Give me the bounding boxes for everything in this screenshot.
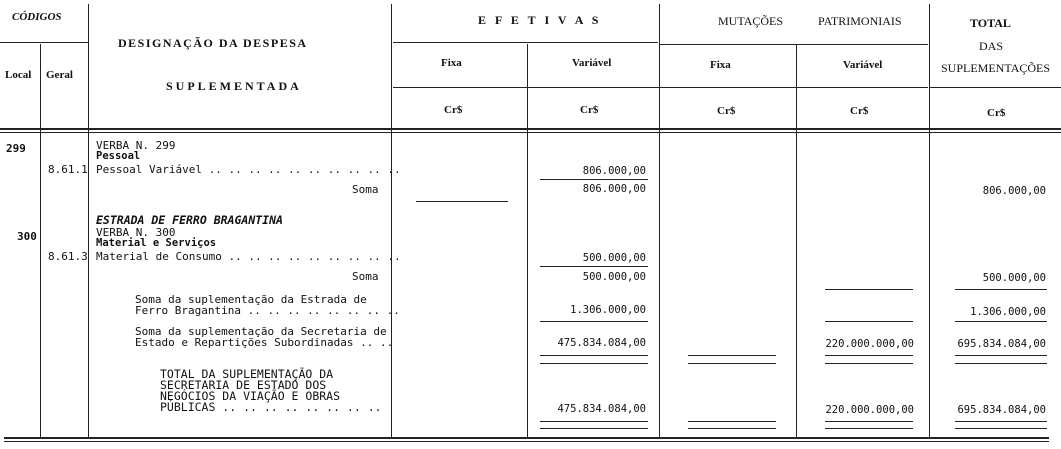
header-efetivas: E F E T I V A S — [478, 13, 602, 27]
header-variavel-efetivas: Variável — [572, 57, 612, 69]
total-line4: PÚBLICAS .. .. .. .. .. .. .. .. — [160, 400, 382, 414]
total-line1: TOTAL DA SUPLEMENTAÇÃO DA — [160, 367, 334, 381]
vline-local — [40, 44, 41, 438]
header-designacao-line2: SUPLEMENTADA — [166, 79, 302, 93]
header-designacao-line1: DESIGNAÇÃO DA DESPESA — [118, 36, 308, 50]
total-value: 475.834.084,00 — [557, 403, 646, 415]
soma-secretaria-mut: 220.000.000,00 — [825, 338, 914, 350]
header-total-line3: SUPLEMENTAÇÕES — [941, 61, 1051, 75]
currency-variavel-efetivas: Cr$ — [580, 104, 599, 116]
vline-mutacoes-mid — [796, 44, 797, 438]
geral-code-8-61-1: 8.61.1 — [48, 163, 88, 176]
currency-variavel-mutacoes: Cr$ — [850, 105, 869, 117]
rule-material-sum — [540, 266, 648, 267]
rule-sec-var-2 — [540, 363, 648, 364]
soma-300-value: 500.000,00 — [582, 271, 646, 283]
currency-fixa-efetivas: Cr$ — [444, 104, 463, 116]
rule-estrada-total — [955, 321, 1047, 322]
header-fixa-efetivas: Fixa — [441, 57, 462, 69]
pessoal-variavel-label: Pessoal Variável .. .. .. .. .. .. .. .. .. .. — [96, 163, 401, 176]
rule-bottom-1 — [4, 437, 1049, 439]
pessoal-heading: Pessoal — [96, 150, 141, 162]
vline-designacao — [391, 4, 392, 438]
rule-bottom-2 — [4, 441, 1049, 442]
rule-sec-fixa-2 — [688, 363, 776, 364]
rule-codigos — [0, 42, 88, 43]
total-mut: 220.000.000,00 — [825, 404, 914, 416]
soma-299-total: 806.000,00 — [982, 185, 1046, 197]
rule-pessoal-sum — [540, 179, 648, 180]
local-code-300: 300 — [17, 230, 37, 243]
rule-total-mut-2 — [825, 428, 913, 429]
currency-total: Cr$ — [987, 107, 1006, 119]
soma-secretaria-value: 475.834.084,00 — [557, 337, 646, 349]
soma-secretaria-line2: Estado e Repartições Subordinadas .. .. — [135, 336, 394, 349]
header-geral: Geral — [46, 69, 73, 81]
rule-total-total-1 — [955, 421, 1047, 422]
rule-efetivas — [393, 42, 658, 43]
header-local: Local — [5, 69, 32, 81]
rule-mut-300 — [825, 289, 913, 290]
soma-estrada-total: 1.306.000,00 — [970, 306, 1046, 318]
rule-subheader — [393, 87, 928, 88]
local-code-299: 299 — [6, 142, 26, 155]
total-total: 695.834.084,00 — [957, 404, 1046, 416]
rule-mutacoes — [660, 44, 928, 45]
pessoal-variavel-value: 806.000,00 — [582, 165, 646, 177]
soma-estrada-line1: Soma da suplementação da Estrada de — [135, 293, 367, 306]
rule-fixa-mark — [416, 201, 508, 202]
total-line3: NEGÓCIOS DA VIAÇÃO E OBRAS — [160, 389, 341, 403]
vline-efetivas-mid — [527, 44, 528, 438]
rule-total-fixa-2 — [688, 428, 776, 429]
rule-total-total-2 — [955, 428, 1047, 429]
header-variavel-mutacoes: Variável — [843, 59, 883, 71]
soma-secretaria-total: 695.834.084,00 — [957, 338, 1046, 350]
material-servicos-heading: Material e Serviços — [96, 237, 217, 249]
material-consumo-label: Material de Consumo .. .. .. .. .. .. .. .. .. — [96, 250, 401, 263]
total-line2: SECRETARIA DE ESTADO DOS — [160, 378, 327, 392]
soma-300-total: 500.000,00 — [982, 272, 1046, 284]
estrada-heading: ESTRADA DE FERRO BRAGANTINA — [96, 213, 283, 227]
verba-299-title: VERBA N. 299 — [96, 139, 176, 152]
header-fixa-mutacoes: Fixa — [710, 59, 731, 71]
material-consumo-value: 500.000,00 — [582, 252, 646, 264]
rule-total-subheader — [930, 87, 1061, 88]
rule-total-fixa-1 — [688, 421, 776, 422]
rule-header-bottom-1 — [0, 128, 1061, 130]
header-patrimoniais: PATRIMONIAIS — [818, 14, 902, 28]
rule-estrada-mut — [825, 321, 913, 322]
header-codigos: CÓDIGOS — [12, 11, 62, 23]
rule-sec-total-2 — [955, 363, 1047, 364]
header-total-line1: TOTAL — [970, 16, 1011, 30]
rule-total-var-2 — [540, 428, 648, 429]
soma-label-300: Soma — [352, 270, 379, 283]
soma-299-value: 806.000,00 — [582, 183, 646, 195]
header-total-line2: DAS — [979, 39, 1004, 53]
verba-300-title: VERBA N. 300 — [96, 226, 176, 239]
soma-secretaria-line1: Soma da suplementação da Secretaria de — [135, 325, 387, 338]
soma-label-299: Soma — [352, 183, 379, 196]
rule-sec-mut-1 — [825, 355, 913, 356]
rule-estrada-var — [540, 321, 648, 322]
vline-geral — [88, 4, 89, 438]
rule-total-var-1 — [540, 421, 648, 422]
rule-sec-fixa-1 — [688, 355, 776, 356]
currency-fixa-mutacoes: Cr$ — [717, 105, 736, 117]
rule-total-300 — [955, 289, 1047, 290]
rule-sec-var-1 — [540, 355, 648, 356]
vline-total — [929, 4, 930, 438]
geral-code-8-61-3: 8.61.3 — [48, 250, 88, 263]
soma-estrada-line2: Ferro Bragantina .. .. .. .. .. .. .. .. — [135, 304, 400, 317]
rule-sec-mut-2 — [825, 363, 913, 364]
rule-sec-total-1 — [955, 355, 1047, 356]
header-mutacoes: MUTAÇÕES — [718, 14, 784, 28]
rule-total-mut-1 — [825, 421, 913, 422]
rule-header-bottom-2 — [0, 132, 1061, 133]
soma-estrada-value: 1.306.000,00 — [570, 304, 646, 316]
vline-efetivas-end — [659, 4, 660, 438]
